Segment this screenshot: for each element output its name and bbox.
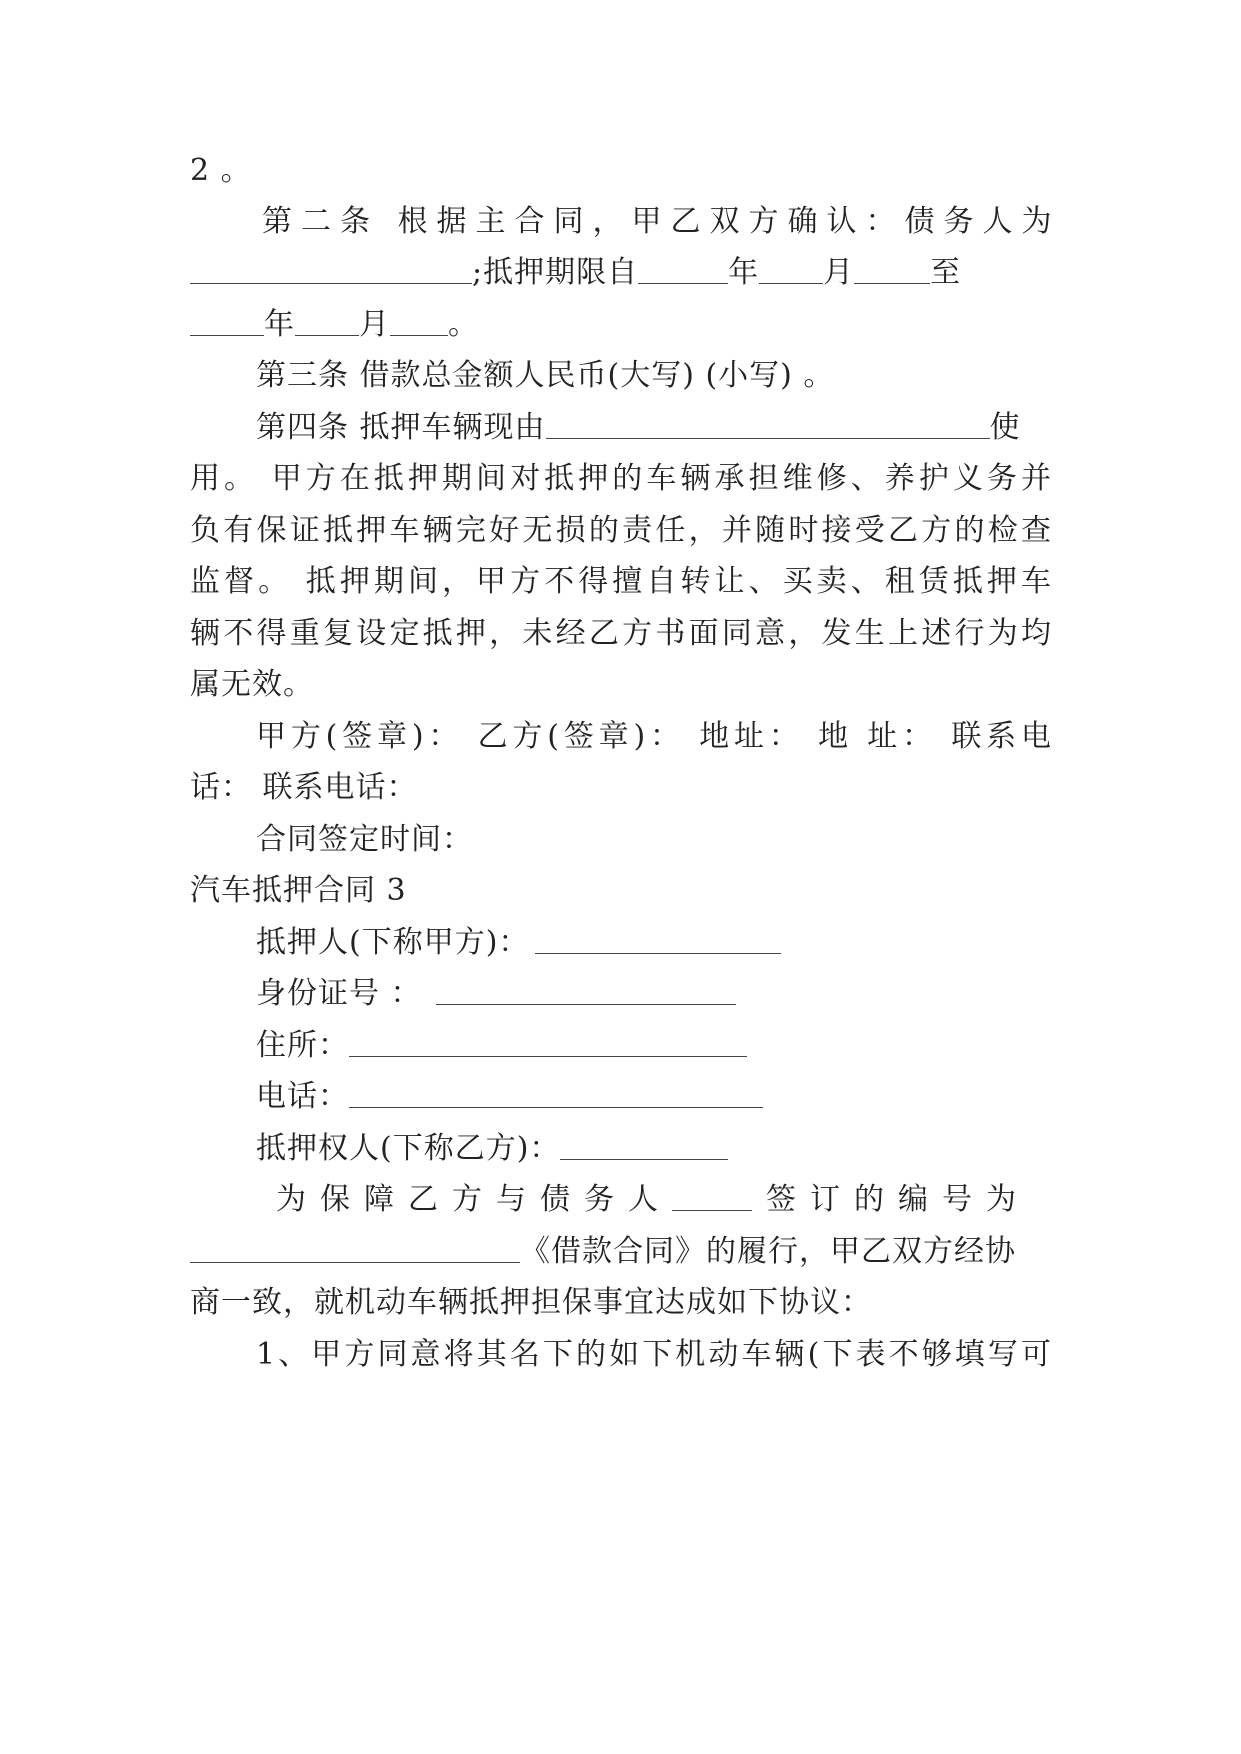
article-4-line-5: 辆不得重复设定抵押，未经乙方书面同意，发生上述行为均	[190, 616, 1052, 651]
mortgagor-line: 抵押人(下称甲方)：	[256, 923, 1052, 963]
contract-date-line: 合同签定时间：	[256, 822, 473, 857]
end-year-blank[interactable]	[190, 307, 264, 336]
clause-1-line-1: 1、甲方同意将其名下的如下机动车辆(下表不够填写可	[256, 1337, 1052, 1372]
signature-line-2: 话： 联系电话：	[190, 770, 418, 805]
article-4-line-2: 用。 甲方在抵押期间对抵押的车辆承担维修、养护义务并	[190, 461, 1052, 496]
contract-number-blank[interactable]	[190, 1234, 520, 1263]
article-2-line-3: 年 月 。	[190, 305, 1052, 345]
article-4-line-6: 属无效。	[190, 667, 314, 702]
preamble-line-3: 商一致，就机动车辆抵押担保事宜达成如下协议：	[190, 1285, 872, 1320]
mortgagor-blank[interactable]	[535, 925, 781, 954]
id-number-line: 身份证号 ：	[256, 974, 1052, 1014]
phone-line: 电话：	[256, 1077, 1052, 1117]
debtor-blank[interactable]	[190, 255, 472, 284]
article-4-line-4: 监督。 抵押期间，甲方不得擅自转让、买卖、租赁抵押车	[190, 564, 1052, 599]
start-month-blank[interactable]	[759, 255, 823, 284]
line-1: 2 。	[190, 153, 252, 188]
phone-blank[interactable]	[349, 1079, 763, 1108]
article-2-line-2: ;抵押期限自 年 月 至	[190, 253, 1052, 293]
debtor-name-blank[interactable]	[672, 1182, 752, 1211]
section-title: 汽车抵押合同 3	[190, 873, 407, 908]
mortgagee-line: 抵押权人(下称乙方)：	[256, 1129, 1052, 1169]
article-4-line-3: 负有保证抵押车辆完好无损的责任，并随时接受乙方的检查	[190, 513, 1052, 548]
end-day-blank[interactable]	[390, 307, 448, 336]
signature-line-1: 甲方(签章)： 乙方(签章)： 地址： 地 址： 联系电	[256, 719, 1052, 754]
start-year-blank[interactable]	[638, 255, 728, 284]
address-line: 住所：	[256, 1026, 1052, 1066]
preamble-line-2: 《借款合同》的履行，甲乙双方经协	[190, 1232, 1052, 1272]
id-number-blank[interactable]	[436, 976, 736, 1005]
address-blank[interactable]	[349, 1028, 747, 1057]
end-month-blank[interactable]	[295, 307, 359, 336]
article-4-line-1: 第四条 抵押车辆现由 使	[256, 410, 1021, 445]
user-blank[interactable]	[546, 410, 990, 439]
preamble-line-1: 为保障乙方与债务人 签订的编号为	[276, 1182, 1030, 1217]
start-day-blank[interactable]	[854, 255, 930, 284]
article-3: 第三条 借款总金额人民币(大写) (小写) 。	[256, 358, 835, 393]
article-2-line-1: 第二条 根据主合同，甲乙双方确认：债务人为	[262, 204, 1061, 239]
mortgagee-blank[interactable]	[560, 1131, 728, 1160]
